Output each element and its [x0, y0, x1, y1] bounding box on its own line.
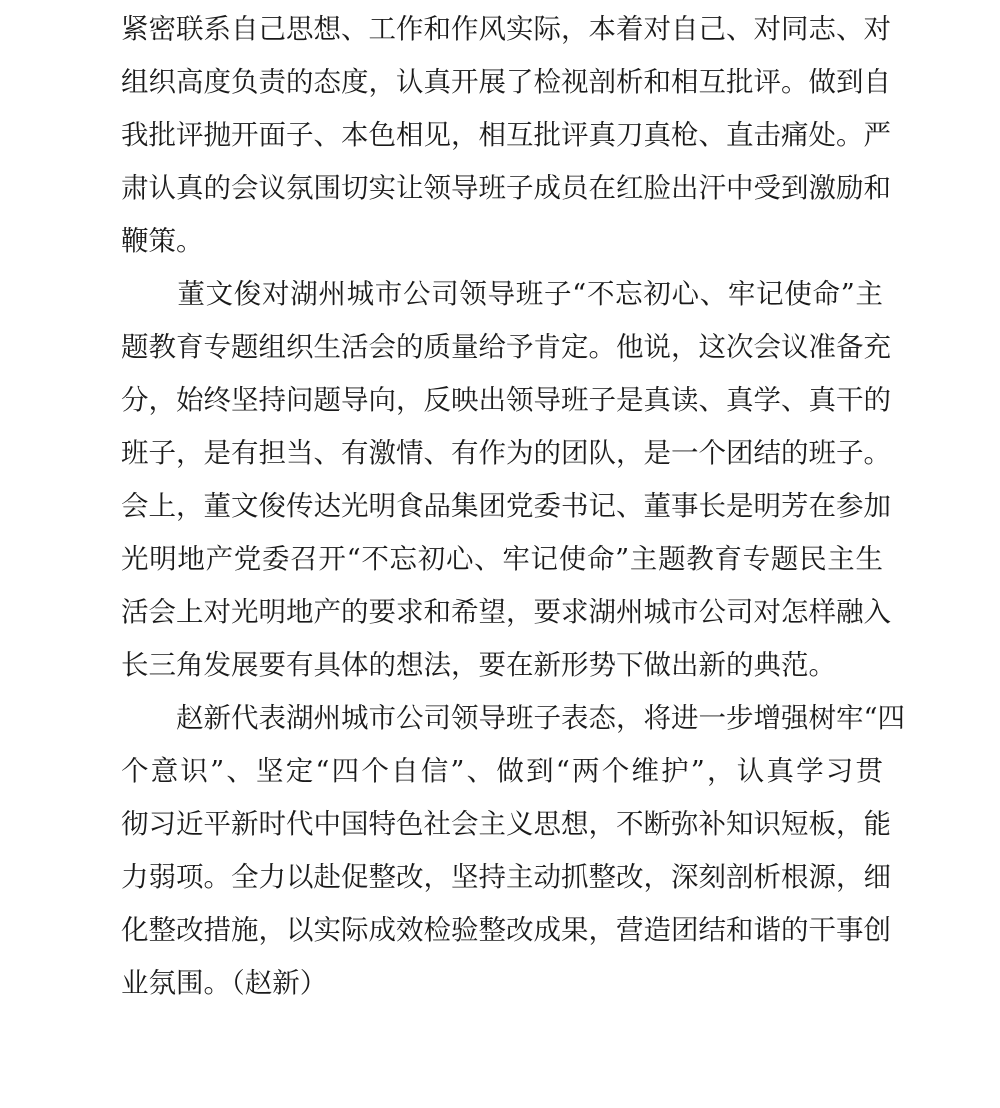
text-line: 长三角发展要有具体的想法，要在新形势下做出新的典范。 — [121, 649, 836, 681]
text-line: 会上，董文俊传达光明食品集团党委书记、董事长是明芳在参加 — [121, 490, 891, 522]
text-line: 赵新代表湖州城市公司领导班子表态，将进一步增强树牢“四 — [121, 702, 906, 734]
article-body — [121, 0, 906, 1010]
text-line: 个意识”、坚定“四个自信”、做到“两个维护”，认真学习贯 — [121, 755, 883, 787]
text-line: 董文俊对湖州城市公司领导班子“不忘初心、牢记使命”主 — [121, 278, 883, 310]
text-line: 分，始终坚持问题导向，反映出领导班子是真读、真学、真干的 — [121, 384, 891, 416]
text-line: 力弱项。全力以赴促整改，坚持主动抓整改，深刻剖析根源，细 — [121, 861, 891, 893]
text-line: 班子，是有担当、有激情、有作为的团队，是一个团结的班子。 — [121, 437, 891, 469]
text-line: 组织高度负责的态度，认真开展了检视剖析和相互批评。做到自 — [121, 66, 891, 98]
text-line: 肃认真的会议氛围切实让领导班子成员在红脸出汗中受到激励和 — [121, 172, 891, 204]
text-line: 题教育专题组织生活会的质量给予肯定。他说，这次会议准备充 — [121, 331, 891, 363]
text-line: 紧密联系自己思想、工作和作风实际，本着对自己、对同志、对 — [121, 13, 891, 45]
text-line: 化整改措施，以实际成效检验整改成果，营造团结和谐的干事创 — [121, 914, 891, 946]
paragraph-2 — [121, 268, 891, 692]
text-line: 彻习近平新时代中国特色社会主义思想，不断弥补知识短板，能 — [121, 808, 891, 840]
text-line: 光明地产党委召开“不忘初心、牢记使命”主题教育专题民主生 — [121, 543, 883, 575]
text-line: 我批评抛开面子、本色相见，相互批评真刀真枪、直击痛处。严 — [121, 119, 891, 151]
text-line: 业氛围。（赵新） — [121, 967, 328, 999]
text-line: 活会上对光明地产的要求和希望，要求湖州城市公司对怎样融入 — [121, 596, 891, 628]
paragraph-1 — [121, 3, 891, 268]
paragraph-3 — [121, 692, 906, 1010]
text-line: 鞭策。 — [121, 225, 204, 257]
